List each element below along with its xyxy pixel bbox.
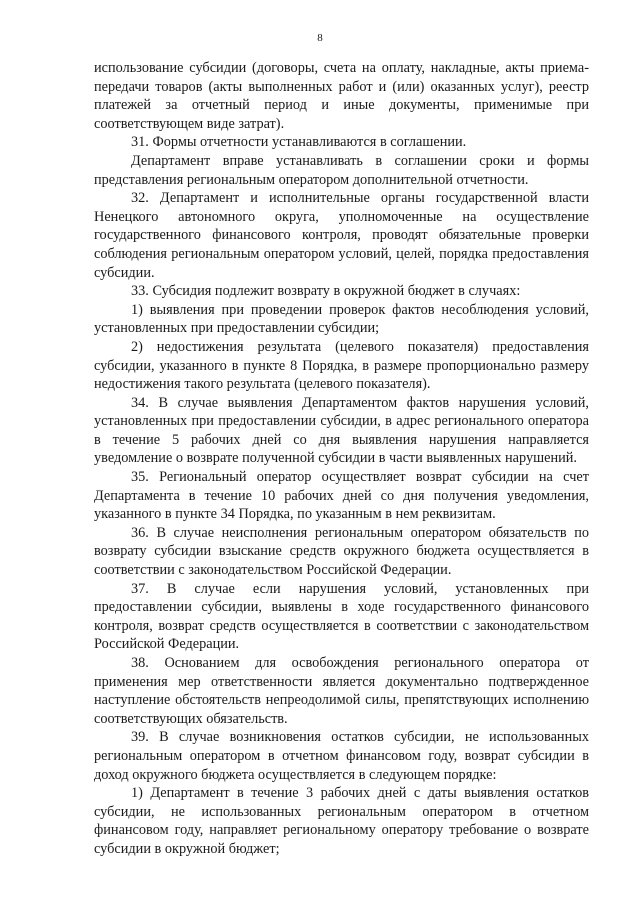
paragraph-31-additional: Департамент вправе устанавливать в соглашении сроки и формы представления региональным оператором дополнительной отчетности. xyxy=(94,152,589,188)
paragraph-33: 33. Субсидия подлежит возврату в окружной бюджет в случаях: xyxy=(131,283,521,300)
page-number: 8 xyxy=(317,32,323,44)
paragraph-35: 35. Региональный оператор осуществляет возврат субсидии на счет Департамента в течение 10 рабочих дней со дня получения уведомления, указанного в пункте 34 Порядка, по указанным в нем реквизитам. xyxy=(94,469,589,523)
document-body xyxy=(94,59,589,859)
paragraph-33-item-1: 1) выявления при проведении проверок фактов несоблюдения условий, установленных при предоставлении субсидии; xyxy=(94,301,589,337)
paragraph-30-continuation: использование субсидии (договоры, счета на оплату, накладные, акты приема-передачи товаров (акты выполненных работ и (или) оказанных услуг), реестр платежей за отчетный период и иные документы, применимые при соответствующем виде затрат). xyxy=(94,60,589,132)
paragraph-38: 38. Основанием для освобождения регионального оператора от применения мер ответственности является документально подтвержденное наступление обстоятельств непреодолимой силы, препятствующих исполнению соответствующих обязательств. xyxy=(94,655,589,727)
paragraph-37: 37. В случае если нарушения условий, установленных при предоставлении субсидии, выявлены в ходе государственного финансового контроля, возврат средств осуществляется в соответствии с законодательством Российской Федерации. xyxy=(94,580,589,653)
paragraph-39-item-1: 1) Департамент в течение 3 рабочих дней с даты выявления остатков субсидии, не использованных региональным оператором в отчетном финансовом году, направляет региональному оператору требование о возврате субсидии в окружной бюджет; xyxy=(94,785,589,857)
paragraph-36: 36. В случае неисполнения региональным оператором обязательств по возврату субсидии взыскание средств окружного бюджета осуществляется в соответствии с законодательством Российской Федерации. xyxy=(94,524,589,579)
paragraph-31: 31. Формы отчетности устанавливаются в соглашении. xyxy=(131,134,467,151)
paragraph-39: 39. В случае возникновения остатков субсидии, не использованных региональным оператором в отчетном финансовом году, возврат субсидии в доход окружного бюджета осуществляется в следующем порядке: xyxy=(94,729,589,783)
paragraph-33-item-2: 2) недостижения результата (целевого показателя) предоставления субсидии, указанного в пункте 8 Порядка, в размере пропорционально размеру недостижения такого результата (целевого показателя). xyxy=(94,338,589,393)
paragraph-34: 34. В случае выявления Департаментом фактов нарушения условий, установленных при предоставлении субсидии, в адрес регионального оператора в течение 5 рабочих дней со дня выявления нарушения направляется уведомление о возврате полученной субсидии в части выявленных нарушений. xyxy=(94,394,589,467)
paragraph-32: 32. Департамент и исполнительные органы государственной власти Ненецкого автономного округа, уполномоченные на осуществление государственного финансового контроля, проводят обязательные проверки соблюдения региональным оператором условий, целей, порядка предоставления субсидии. xyxy=(94,190,589,281)
